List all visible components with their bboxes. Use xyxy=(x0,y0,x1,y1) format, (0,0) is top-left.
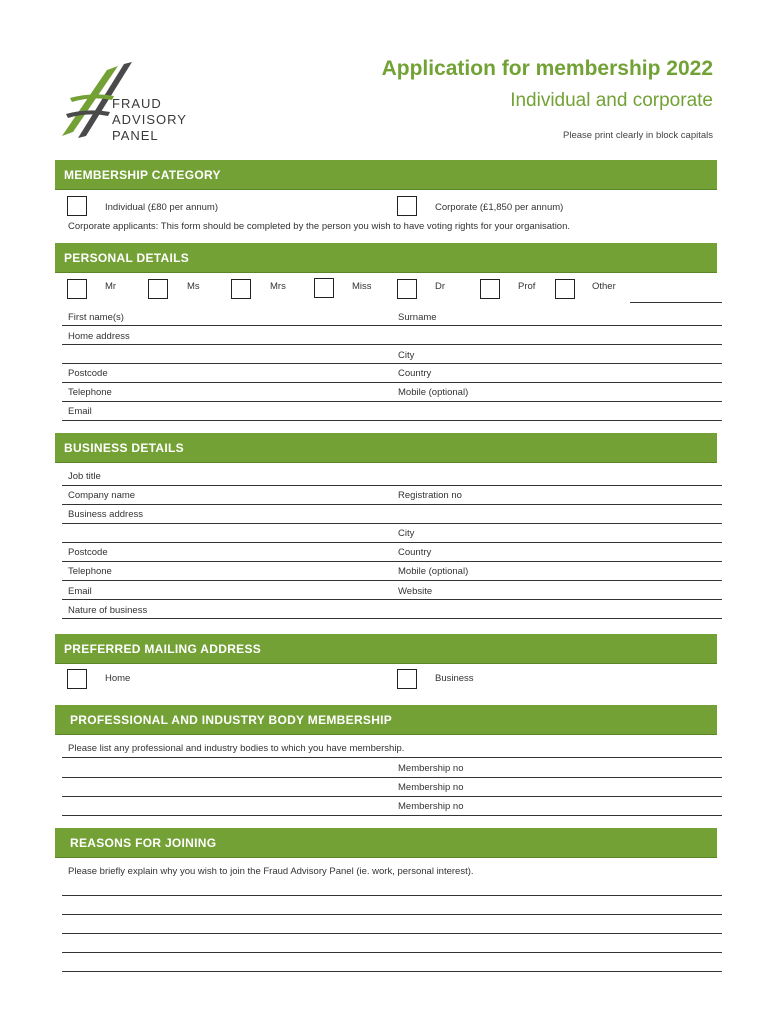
page-subtitle: Individual and corporate xyxy=(510,90,713,111)
home-postcode-country-input-line[interactable] xyxy=(62,382,722,383)
title-ms-checkbox[interactable] xyxy=(148,279,168,299)
home-city-input-line[interactable] xyxy=(62,363,722,364)
membership-no-label-2: Membership no xyxy=(398,782,464,793)
section-professional-membership: PROFESSIONAL AND INDUSTRY BODY MEMBERSHIP xyxy=(55,705,717,735)
professional-input-line-4[interactable] xyxy=(62,815,722,816)
reasons-input-line-3[interactable] xyxy=(62,933,722,934)
business-country-label: Country xyxy=(398,547,432,558)
individual-checkbox[interactable] xyxy=(67,196,87,216)
other-title-input[interactable] xyxy=(630,302,722,303)
home-city-label: City xyxy=(398,350,415,361)
title-prof-label: Prof xyxy=(518,281,536,292)
membership-no-label-3: Membership no xyxy=(398,801,464,812)
personal-mobile-label: Mobile (optional) xyxy=(398,387,469,398)
personal-telephone-label: Telephone xyxy=(68,387,112,398)
business-address-label: Business address xyxy=(68,509,143,520)
professional-instruction: Please list any professional and industry bodies to which you have membership. xyxy=(68,743,405,754)
business-mobile-label: Mobile (optional) xyxy=(398,566,469,577)
title-miss-checkbox[interactable] xyxy=(314,278,334,298)
logo-line-2: ADVISORY xyxy=(112,112,187,127)
mailing-home-checkbox[interactable] xyxy=(67,669,87,689)
nature-of-business-input-line[interactable] xyxy=(62,618,722,619)
title-prof-checkbox[interactable] xyxy=(480,279,500,299)
reasons-input-line-1[interactable] xyxy=(62,895,722,896)
print-instruction: Please print clearly in block capitals xyxy=(563,130,713,141)
website-label: Website xyxy=(398,586,433,597)
home-postcode-label: Postcode xyxy=(68,368,108,379)
section-business-details: BUSINESS DETAILS xyxy=(55,433,717,463)
business-phone-input-line[interactable] xyxy=(62,580,722,581)
business-postcode-input-line[interactable] xyxy=(62,561,722,562)
business-city-input-line[interactable] xyxy=(62,542,722,543)
business-telephone-label: Telephone xyxy=(68,566,112,577)
first-name-label: First name(s) xyxy=(68,312,124,323)
surname-label: Surname xyxy=(398,312,437,323)
mailing-home-label: Home xyxy=(105,673,131,684)
corporate-note: Corporate applicants: This form should be completed by the person you wish to have voting rights for your organisation. xyxy=(68,221,571,232)
business-email-label: Email xyxy=(68,586,92,597)
section-reasons-for-joining: REASONS FOR JOINING xyxy=(55,828,717,858)
business-address-input-line[interactable] xyxy=(62,523,722,524)
company-name-label: Company name xyxy=(68,490,136,501)
personal-phone-input-line[interactable] xyxy=(62,401,722,402)
individual-label: Individual (£80 per annum) xyxy=(105,202,219,213)
title-other-checkbox[interactable] xyxy=(555,279,575,299)
title-ms-label: Ms xyxy=(187,281,200,292)
logo-line-3: PANEL xyxy=(112,128,159,143)
reasons-input-line-2[interactable] xyxy=(62,914,722,915)
title-dr-checkbox[interactable] xyxy=(397,279,417,299)
personal-email-label: Email xyxy=(68,406,92,417)
business-postcode-label: Postcode xyxy=(68,547,108,558)
reasons-input-line-4[interactable] xyxy=(62,952,722,953)
job-title-input-line[interactable] xyxy=(62,485,722,486)
first-name-surname-input-line[interactable] xyxy=(62,325,722,326)
corporate-checkbox[interactable] xyxy=(397,196,417,216)
mailing-business-label: Business xyxy=(435,673,474,684)
company-input-line[interactable] xyxy=(62,504,722,505)
home-address-input-line[interactable] xyxy=(62,344,722,345)
home-address-label: Home address xyxy=(68,331,130,342)
logo-wordmark xyxy=(112,96,187,144)
reasons-instruction: Please briefly explain why you wish to join the Fraud Advisory Panel (ie. work, personal interest). xyxy=(68,866,474,877)
logo-line-1: FRAUD xyxy=(112,96,162,111)
personal-email-input-line[interactable] xyxy=(62,420,722,421)
title-dr-label: Dr xyxy=(435,281,446,292)
title-mr-label: Mr xyxy=(105,281,117,292)
title-mr-checkbox[interactable] xyxy=(67,279,87,299)
professional-input-line-1[interactable] xyxy=(62,757,722,758)
professional-input-line-3[interactable] xyxy=(62,796,722,797)
title-mrs-checkbox[interactable] xyxy=(231,279,251,299)
section-preferred-mailing-address: PREFERRED MAILING ADDRESS xyxy=(55,634,717,664)
title-miss-label: Miss xyxy=(352,281,372,292)
business-city-label: City xyxy=(398,528,415,539)
nature-of-business-label: Nature of business xyxy=(68,605,148,616)
job-title-label: Job title xyxy=(68,471,101,482)
mailing-business-checkbox[interactable] xyxy=(397,669,417,689)
registration-no-label: Registration no xyxy=(398,490,462,501)
corporate-label: Corporate (£1,850 per annum) xyxy=(435,202,564,213)
page-title: Application for membership 2022 xyxy=(381,57,713,80)
reasons-input-line-5[interactable] xyxy=(62,971,722,972)
title-other-label: Other xyxy=(592,281,616,292)
home-country-label: Country xyxy=(398,368,432,379)
professional-input-line-2[interactable] xyxy=(62,777,722,778)
section-membership-category: MEMBERSHIP CATEGORY xyxy=(55,160,717,190)
title-mrs-label: Mrs xyxy=(270,281,286,292)
section-personal-details: PERSONAL DETAILS xyxy=(55,243,717,273)
membership-no-label-1: Membership no xyxy=(398,763,464,774)
business-email-input-line[interactable] xyxy=(62,599,722,600)
